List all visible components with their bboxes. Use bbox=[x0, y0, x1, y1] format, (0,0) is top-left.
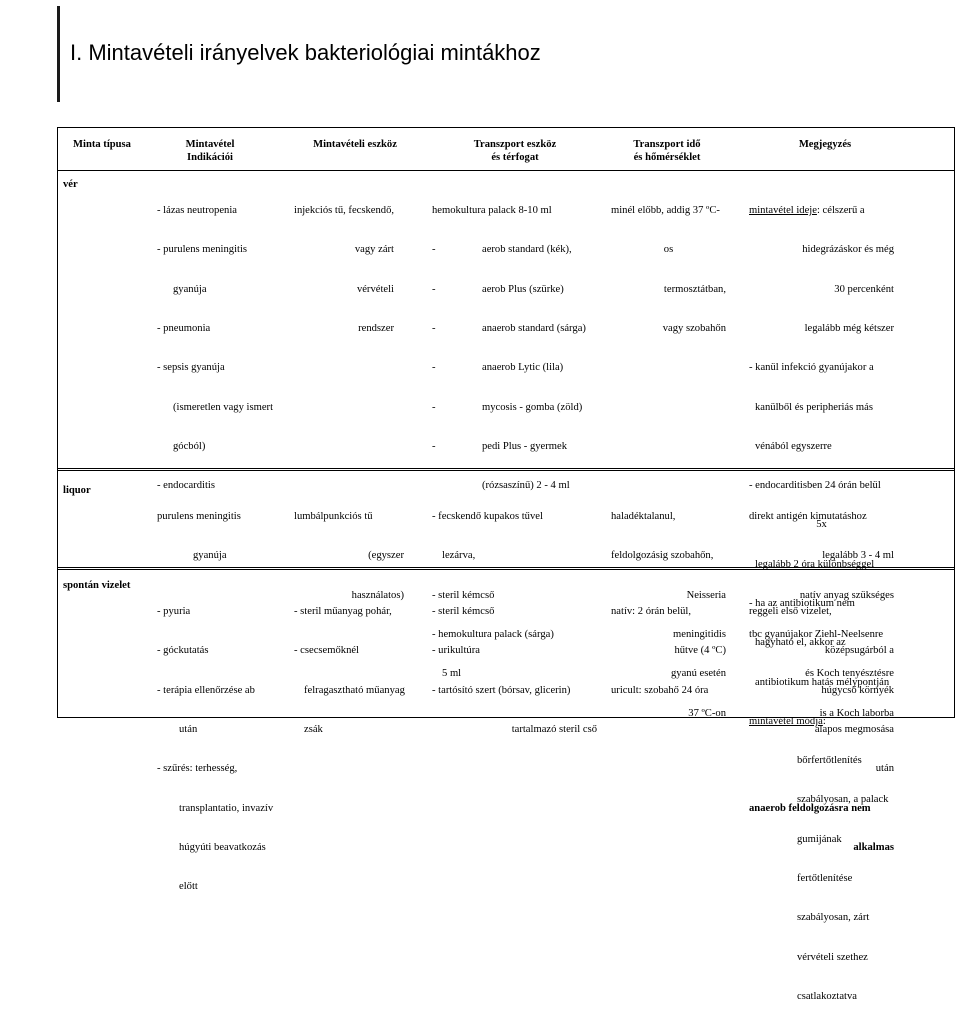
list-item: vénából egyszerre bbox=[755, 440, 832, 452]
list-item: feldolgozásig szobahőn, bbox=[611, 550, 714, 562]
list-item: bőrfertőtlenítés bbox=[797, 755, 862, 767]
note-label: mintavétel módja bbox=[749, 715, 823, 727]
row-vizelet-note bbox=[749, 579, 894, 867]
row-ver-indications bbox=[157, 178, 287, 505]
header-note: Megjegyzés bbox=[798, 139, 852, 150]
list-item: után bbox=[875, 763, 894, 775]
list-item: natív anyag szükséges bbox=[799, 589, 894, 601]
list-item: használatos) bbox=[351, 589, 404, 601]
header-tool: Mintavételi eszköz bbox=[313, 139, 397, 150]
list-item: Neisseria bbox=[686, 589, 726, 601]
list-item: - kanül infekció gyanújakor a bbox=[749, 362, 874, 374]
list-item: (egyszer bbox=[368, 550, 404, 562]
note-text: : célszerű a bbox=[816, 205, 865, 217]
item-text: aerob standard (kék), bbox=[482, 244, 572, 256]
list-item: hűtve (4 ºC) bbox=[674, 645, 726, 657]
bullet: - bbox=[432, 323, 436, 335]
list-item: transplantatio, invazív bbox=[179, 802, 274, 814]
list-item: - steril műanyag pohár, bbox=[294, 606, 392, 618]
list-item: legalább 2 óra különbséggel bbox=[755, 558, 875, 570]
corner-bar bbox=[57, 6, 60, 102]
row-ver-tool bbox=[294, 178, 394, 348]
list-item: - szűrés: terhesség, bbox=[157, 763, 238, 775]
list-item: - sepsis gyanúja bbox=[157, 362, 225, 374]
list-item: - csecsemőknél bbox=[294, 645, 360, 657]
list-item: reggeli első vizelet, bbox=[749, 606, 832, 618]
transport-heading: hemokultura palack 8-10 ml bbox=[432, 205, 552, 217]
list-item: vérvételi szethez bbox=[797, 951, 868, 963]
list-item: anaerob feldolgozásra nem bbox=[749, 802, 871, 814]
header-transport-line2: és térfogat bbox=[491, 152, 539, 163]
list-item: tartalmazó steril cső bbox=[511, 724, 597, 736]
header-time-line2: és hőmérséklet bbox=[633, 152, 701, 163]
list-item: is a Koch laborba bbox=[819, 707, 894, 719]
list-item bbox=[432, 361, 597, 374]
note-text: : bbox=[822, 715, 826, 727]
list-item bbox=[432, 440, 597, 453]
list-item: vagy zárt bbox=[354, 244, 394, 256]
list-item: gyanúja bbox=[193, 550, 227, 562]
list-item: alapos megmosása bbox=[814, 724, 894, 736]
list-item: - steril kémcső bbox=[432, 589, 495, 601]
list-item: szabályosan, a palack bbox=[797, 794, 889, 806]
list-item: rendszer bbox=[358, 323, 394, 335]
list-item: hidegrázáskor és még bbox=[802, 244, 894, 256]
list-item: haladéktalanul, bbox=[611, 511, 676, 523]
list-item: - ha az antibiotikum nem bbox=[749, 598, 855, 609]
list-item: - endocarditisben 24 órán belül bbox=[749, 480, 881, 492]
list-item: natív: 2 órán belül, bbox=[611, 606, 692, 618]
list-item: szabályosan, zárt bbox=[797, 912, 870, 924]
list-item bbox=[432, 283, 597, 296]
bullet: - bbox=[432, 362, 436, 374]
item-text: mycosis - gomba (zöld) bbox=[482, 401, 583, 413]
item-text: pedi Plus - gyermek bbox=[482, 440, 568, 452]
list-item: - terápia ellenőrzése ab bbox=[157, 684, 255, 696]
bullet: - bbox=[432, 244, 436, 256]
list-item: 5x bbox=[816, 519, 827, 531]
list-item: termosztátban, bbox=[663, 283, 726, 295]
header-time bbox=[612, 138, 722, 164]
list-item: purulens meningitis bbox=[157, 511, 241, 523]
list-item: előtt bbox=[179, 881, 198, 893]
list-item: tbc gyanújakor Ziehl-Neelsenre bbox=[749, 629, 884, 641]
list-item: és Koch tenyésztésre bbox=[805, 668, 894, 680]
bullet: - bbox=[432, 401, 436, 413]
row-ver-transport bbox=[432, 178, 597, 505]
list-item: vagy szobahőn bbox=[662, 323, 726, 335]
row-ver-time bbox=[611, 178, 726, 348]
note-label: mintavétel ideje bbox=[749, 205, 817, 217]
list-item: os bbox=[663, 244, 674, 256]
list-item: hagyható el, akkor az bbox=[755, 637, 846, 649]
list-item bbox=[432, 243, 597, 256]
list-item: gyanú esetén bbox=[670, 668, 726, 680]
list-item: kanülből és peripheriás más bbox=[755, 401, 873, 413]
list-item: (rózsaszínű) 2 - 4 ml bbox=[482, 480, 570, 492]
list-item: (ismeretlen vagy ismert bbox=[173, 401, 274, 413]
header-indications-line2: Indikációi bbox=[187, 152, 233, 163]
list-item: - fecskendő kupakos tűvel bbox=[432, 511, 543, 523]
list-item: - lázas neutropenia bbox=[157, 205, 238, 217]
list-item: zsák bbox=[304, 724, 323, 736]
list-item: injekciós tű, fecskendő, bbox=[294, 205, 395, 217]
list-item: - góckutatás bbox=[157, 645, 209, 657]
list-item bbox=[432, 401, 597, 414]
list-item: - urikultúra bbox=[432, 645, 480, 657]
list-item: 5 ml bbox=[442, 668, 462, 680]
list-item: csatlakoztatva bbox=[797, 990, 857, 1002]
row-vizelet-indications bbox=[157, 579, 287, 906]
header-transport-line1: Transzport eszköz bbox=[473, 139, 557, 150]
list-item bbox=[432, 204, 597, 217]
list-item: - hemokultura palack (sárga) bbox=[432, 629, 554, 641]
list-item: középsugárból a bbox=[824, 645, 894, 657]
list-item: húgyúti beavatkozás bbox=[179, 841, 266, 853]
list-item: 37 ºC-on bbox=[688, 707, 726, 719]
list-item: 30 percenként bbox=[834, 283, 894, 295]
list-item: gumijának bbox=[797, 833, 842, 845]
item-text: aerob Plus (szürke) bbox=[482, 283, 564, 295]
row-vizelet-tool bbox=[294, 579, 414, 749]
list-item: felragasztható műanyag bbox=[304, 684, 405, 696]
page-title: I. Mintavételi irányelvek bakteriológiai mintákhoz bbox=[70, 40, 541, 65]
header-indications-line1: Mintavétel bbox=[185, 139, 235, 150]
bullet: - bbox=[432, 283, 436, 295]
list-item: gyanúja bbox=[173, 283, 207, 295]
row-liquor-indications bbox=[157, 484, 287, 576]
header-sample-type: Minta típusa bbox=[73, 139, 131, 150]
row-ver-type: vér bbox=[63, 179, 78, 190]
header-divider bbox=[57, 170, 955, 171]
list-item: direkt antigén kimutatáshoz bbox=[749, 511, 867, 523]
header-transport bbox=[455, 138, 575, 164]
list-item: uricult: szobahő 24 óra bbox=[611, 684, 709, 696]
list-item: után bbox=[179, 724, 198, 736]
item-text: anaerob standard (sárga) bbox=[482, 323, 586, 335]
list-item: - endocarditis bbox=[157, 480, 215, 492]
list-item bbox=[432, 322, 597, 335]
list-item: lezárva, bbox=[442, 550, 476, 562]
list-item: legalább 3 - 4 ml bbox=[822, 550, 894, 562]
list-item: antibiotikum hatás mélypontján bbox=[755, 676, 890, 688]
row-vizelet-type: spontán vizelet bbox=[63, 580, 131, 591]
list-item: legalább még kétszer bbox=[804, 323, 894, 335]
list-item: fertőtlenítése bbox=[797, 872, 853, 884]
bullet: - bbox=[432, 440, 436, 452]
list-item: lumbálpunkciós tű bbox=[294, 511, 373, 523]
item-text: anaerob Lytic (lila) bbox=[482, 362, 564, 374]
header-time-line1: Transzport idő bbox=[633, 139, 701, 150]
list-item: húgycső környék bbox=[821, 684, 894, 696]
list-item: gócból) bbox=[173, 440, 206, 452]
row-vizelet-time bbox=[611, 579, 726, 710]
list-item: minél előbb, addig 37 ºC- bbox=[611, 205, 720, 217]
list-item: - pyuria bbox=[157, 606, 191, 618]
list-item: meningitidis bbox=[673, 629, 726, 641]
list-item: vérvételi bbox=[356, 283, 394, 295]
row-vizelet-transport bbox=[432, 579, 597, 749]
list-item: - steril kémcső bbox=[432, 606, 495, 618]
list-item: - purulens meningitis bbox=[157, 244, 248, 256]
list-item: alkalmas bbox=[853, 841, 894, 853]
header-indications bbox=[170, 138, 250, 164]
list-item: - tartósító szert (bórsav, glicerin) bbox=[432, 684, 571, 696]
row-liquor-type: liquor bbox=[63, 485, 91, 496]
list-item bbox=[749, 204, 894, 217]
list-item: - pneumonia bbox=[157, 323, 211, 335]
